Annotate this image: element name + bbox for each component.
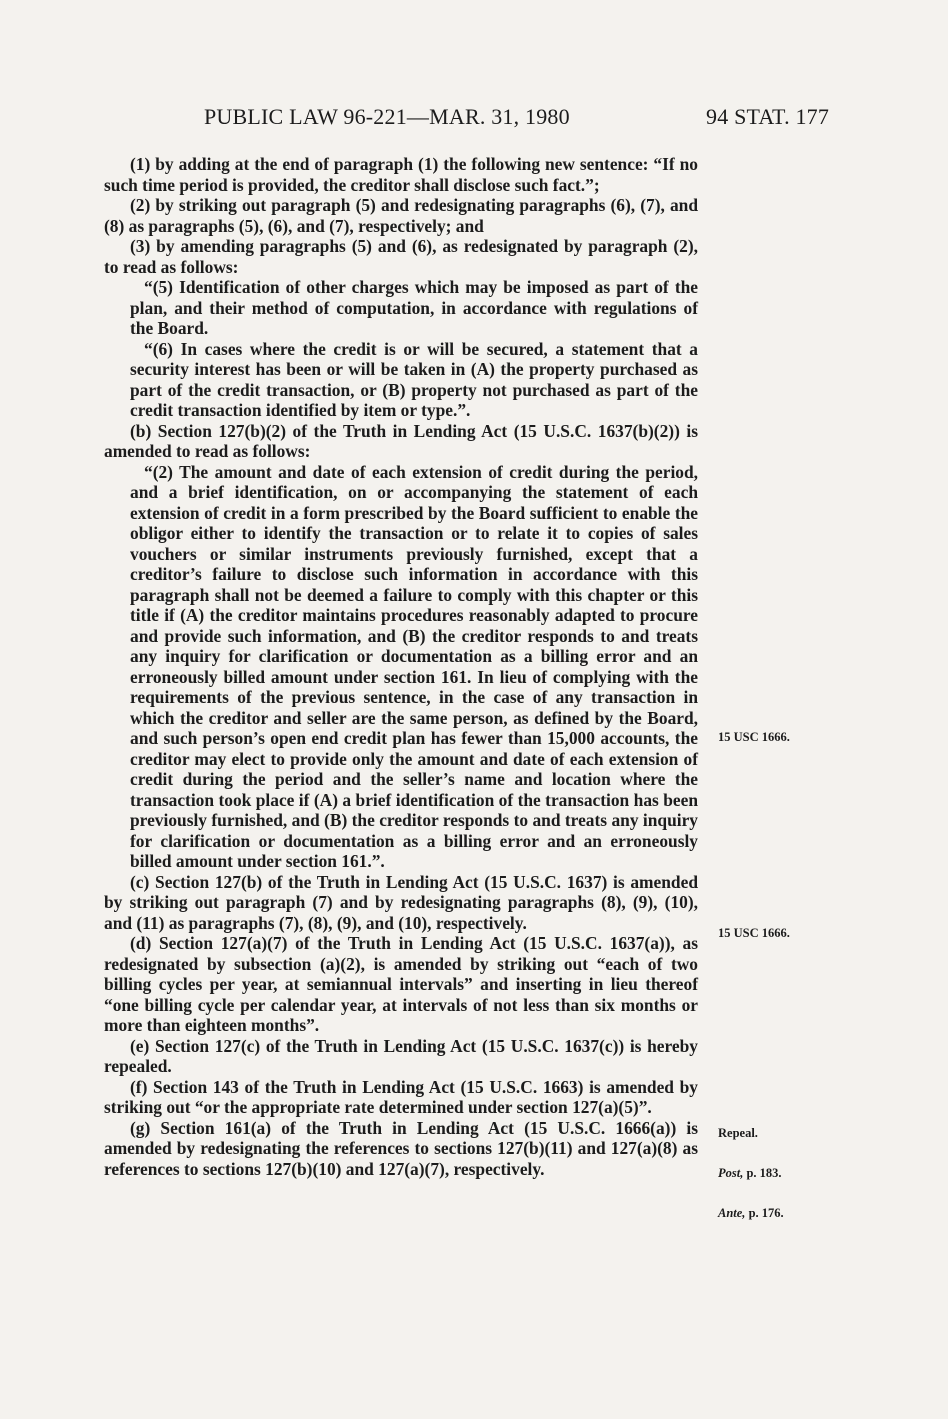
public-law-header: PUBLIC LAW 96-221—MAR. 31, 1980 (204, 104, 570, 129)
post-label: Post, (718, 1166, 744, 1180)
margin-citation-usc-1666-second: 15 USC 1666. (718, 926, 790, 940)
ante-page: p. 176. (745, 1206, 784, 1220)
subsection-g: (g) Section 161(a) of the Truth in Lending Act (15 U.S.C. 1666(a)) is amended by redesignating the references to sections 127(b)(11) and 127(a)(8) as references to sections 127(b)(10) and 127(a)(7), respectively. (104, 1117, 698, 1179)
paragraph-a1: (1) by adding at the end of paragraph (1) the following new sentence: “If no such time period is provided, the creditor shall disclose such fact.”; (104, 154, 698, 195)
post-page: p. 183. (743, 1166, 782, 1180)
page-header (0, 104, 948, 136)
subsection-c: (c) Section 127(b) of the Truth in Lending Act (15 U.S.C. 1637) is amended by striking out paragraph (7) and by redesignating paragraphs (8), (9), (10), and (11) as paragraphs (7), (8), (9), and (10), respectively. (104, 871, 698, 933)
quoted-paragraph-2: “(2) The amount and date of each extension of credit during the period, and a brief identification, on or accompanying the statement of each extension of credit in a form prescribed by the Board sufficient to enable the obligor either to identify the transaction or to relate it to copies of sales vouchers or similar instruments previously furnished, except that a creditor’s failure to disclose such information in accordance with this paragraph shall not be deemed a failure to comply with this chapter or this title if (A) the creditor maintains procedures reasonably adapted to procure and provide such information, and (B) the creditor responds to and treats any inquiry for clarification or documentation as a billing error and an erroneously billed amount under section 161. In lieu of complying with the requirements of the previous sentence, in the case of any transaction in which the creditor and seller are the same person, as defined by the Board, and such person’s open end credit plan has fewer than 15,000 accounts, the creditor may elect to provide only the amount and date of each extension of credit during the period and the seller’s name and location where the transaction took place if (A) a brief identification of the transaction has been previously furnished, and (B) the creditor responds to and treats any inquiry for clarification or documentation as a billing error and an erroneously billed amount under section 161.”. (130, 461, 698, 871)
margin-note-post-reference (718, 1166, 782, 1181)
subsection-d: (d) Section 127(a)(7) of the Truth in Lending Act (15 U.S.C. 1637(a)), as redesignated by subsection (a)(2), is amended by striking out “each of two billing cycles per year, at semiannual intervals” and inserting in lieu thereof “one billing cycle per calendar year, at intervals of not less than six months or more than eighteen months”. (104, 933, 698, 1035)
margin-note-ante-reference (718, 1206, 784, 1221)
paragraph-a3: (3) by amending paragraphs (5) and (6), as redesignated by paragraph (2), to read as follows: (104, 236, 698, 277)
subsection-f: (f) Section 143 of the Truth in Lending Act (15 U.S.C. 1663) is amended by striking out “or the appropriate rate determined under section 127(a)(5)”. (104, 1076, 698, 1117)
margin-note-repeal: Repeal. (718, 1126, 758, 1140)
ante-label: Ante, (718, 1206, 746, 1220)
subsection-b: (b) Section 127(b)(2) of the Truth in Lending Act (15 U.S.C. 1637(b)(2)) is amended to read as follows: (104, 420, 698, 461)
statute-body (104, 154, 698, 1179)
margin-citation-usc-1666: 15 USC 1666. (718, 730, 790, 744)
quoted-paragraph-5: “(5) Identification of other charges which may be imposed as part of the plan, and their method of computation, in accordance with regulations of the Board. (130, 277, 698, 338)
statute-page-number: 94 STAT. 177 (706, 104, 830, 129)
subsection-e: (e) Section 127(c) of the Truth in Lending Act (15 U.S.C. 1637(c)) is hereby repealed. (104, 1035, 698, 1076)
paragraph-a2: (2) by striking out paragraph (5) and redesignating paragraphs (6), (7), and (8) as paragraphs (5), (6), and (7), respectively; and (104, 195, 698, 236)
quoted-paragraph-6: “(6) In cases where the credit is or will be secured, a statement that a security interest has been or will be taken in (A) the property purchased as part of the credit transaction, or (B) property not purchased as part of the credit transaction identified by item or type.”. (130, 338, 698, 420)
